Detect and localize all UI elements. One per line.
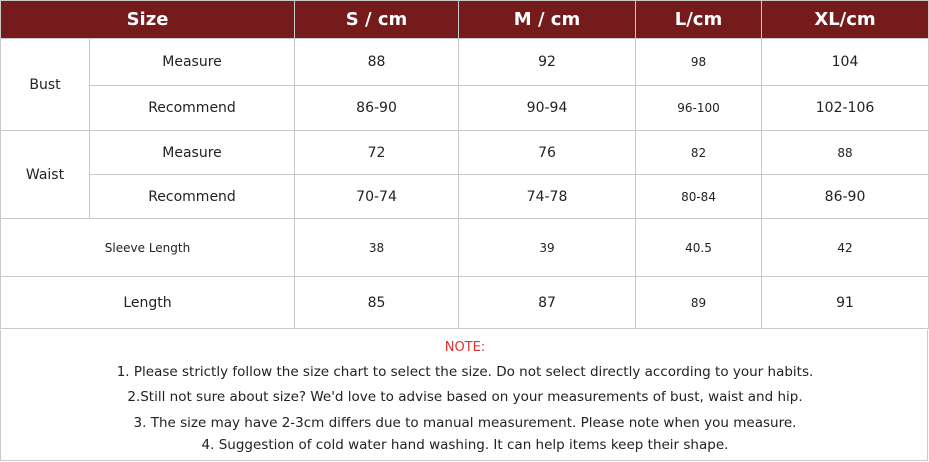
notes-section [0, 330, 928, 461]
note-line-3: 3. The size may have 2-3cm differs due to manual measurement. Please note when you measure. [133, 415, 797, 431]
bust-measure-m: 92 [459, 39, 636, 86]
note-line-4: 4. Suggestion of cold water hand washing. It can help items keep their shape. [201, 437, 729, 453]
length-m: 87 [459, 277, 636, 329]
length-label: Length [1, 277, 295, 329]
bust-recommend-l: 96-100 [636, 86, 762, 131]
bust-measure-s: 88 [295, 39, 459, 86]
waist-recommend-xl: 86-90 [762, 175, 929, 219]
header-l: L/cm [636, 1, 762, 39]
waist-measure-label: Measure [90, 131, 295, 175]
waist-recommend-l: 80-84 [636, 175, 762, 219]
table-row [1, 175, 929, 219]
sleeve-xl: 42 [762, 219, 929, 277]
length-xl: 91 [762, 277, 929, 329]
header-xl: XL/cm [762, 1, 929, 39]
sleeve-length-label: Sleeve Length [1, 219, 295, 277]
waist-measure-xl: 88 [762, 131, 929, 175]
note-line-1: 1. Please strictly follow the size chart to select the size. Do not select directly according to your habits. [116, 364, 814, 380]
header-s: S / cm [295, 1, 459, 39]
sleeve-l: 40.5 [636, 219, 762, 277]
header-row [1, 1, 929, 39]
header-size: Size [1, 1, 295, 39]
table-row [1, 277, 929, 329]
bust-recommend-s: 86-90 [295, 86, 459, 131]
bust-measure-xl: 104 [762, 39, 929, 86]
length-s: 85 [295, 277, 459, 329]
bust-label: Bust [1, 39, 90, 131]
note-line-2: 2.Still not sure about size? We'd love to advise based on your measurements of bust, waist and hip. [127, 389, 803, 405]
note-title: NOTE: [444, 340, 486, 355]
header-m: M / cm [459, 1, 636, 39]
bust-measure-label: Measure [90, 39, 295, 86]
waist-measure-s: 72 [295, 131, 459, 175]
waist-recommend-s: 70-74 [295, 175, 459, 219]
table-row [1, 86, 929, 131]
bust-measure-l: 98 [636, 39, 762, 86]
table-row [1, 131, 929, 175]
length-l: 89 [636, 277, 762, 329]
bust-recommend-m: 90-94 [459, 86, 636, 131]
table-row [1, 39, 929, 86]
bust-recommend-xl: 102-106 [762, 86, 929, 131]
waist-recommend-m: 74-78 [459, 175, 636, 219]
waist-recommend-label: Recommend [90, 175, 295, 219]
bust-recommend-label: Recommend [90, 86, 295, 131]
waist-label: Waist [1, 131, 90, 219]
waist-measure-l: 82 [636, 131, 762, 175]
sleeve-m: 39 [459, 219, 636, 277]
sleeve-s: 38 [295, 219, 459, 277]
waist-measure-m: 76 [459, 131, 636, 175]
table-row [1, 219, 929, 277]
